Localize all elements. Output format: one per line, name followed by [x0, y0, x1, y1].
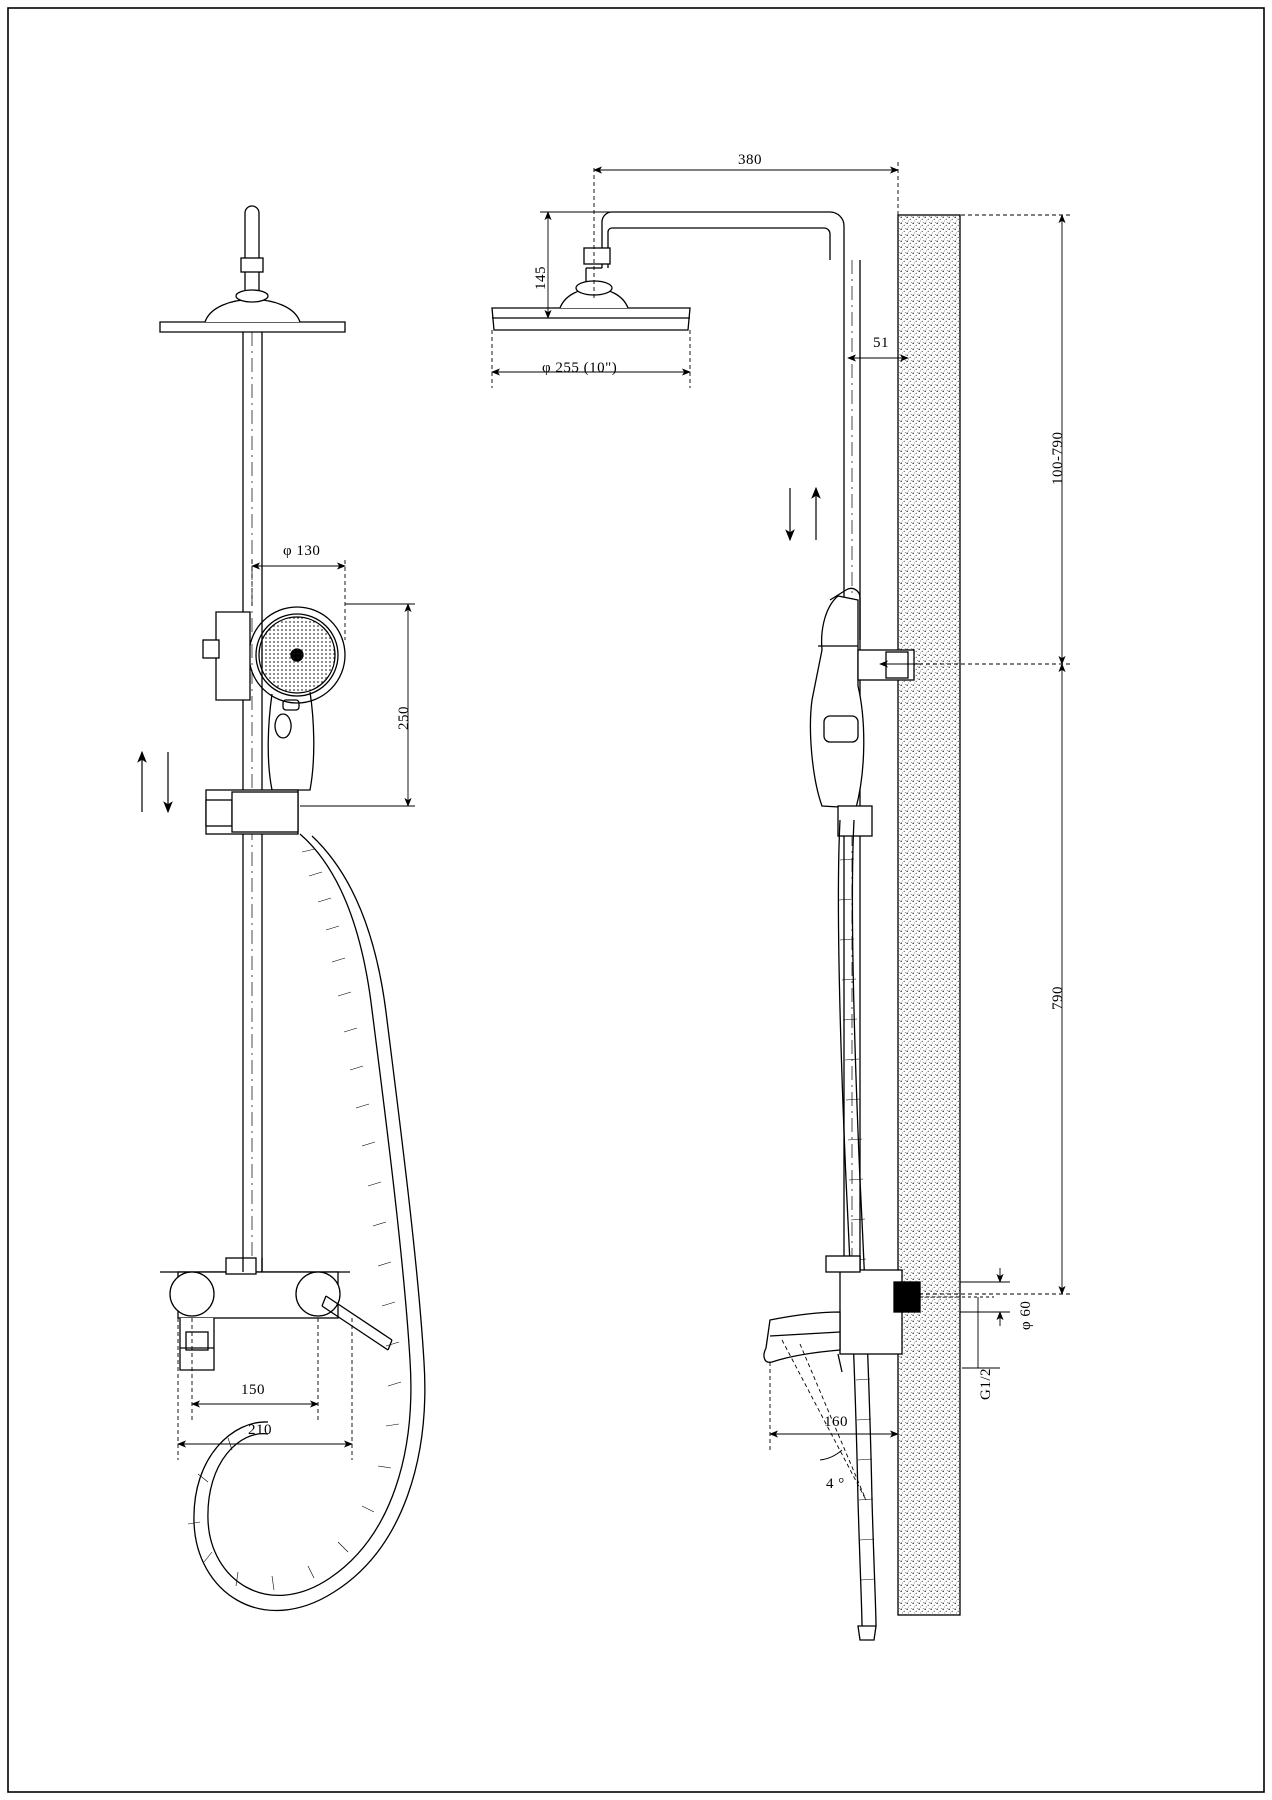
dim-hand-shower-diameter: φ 130	[283, 543, 321, 559]
dim-hand-shower-travel: 250	[396, 706, 412, 730]
dim-spout-projection-side: 160	[824, 1414, 848, 1430]
dim-riser-height: 790	[1050, 986, 1066, 1010]
dim-spout-projection-front: 150	[241, 1382, 265, 1398]
dim-thread-size: G1/2	[978, 1368, 994, 1400]
dim-inlet-centres: φ 60	[1018, 1300, 1034, 1330]
dim-handle-projection-front: 210	[248, 1422, 272, 1438]
dim-wall-offset: 51	[873, 335, 889, 351]
dim-rain-head-diameter: φ 255 (10")	[542, 360, 618, 376]
dim-overhead-arm-drop: 145	[533, 266, 549, 290]
dim-spout-angle: 4 °	[826, 1476, 845, 1492]
dim-overhead-arm-reach: 380	[738, 152, 762, 168]
dim-slider-range: 100-790	[1050, 431, 1066, 485]
